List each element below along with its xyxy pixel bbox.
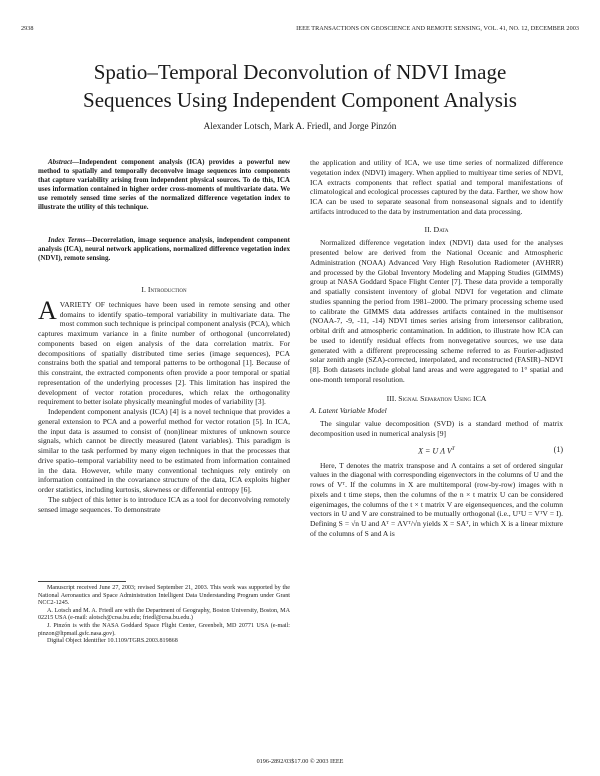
page-number: 2938 — [21, 25, 34, 32]
abstract — [38, 158, 290, 212]
footnote-affiliation-2: J. Pinzón is with the NASA Goddard Space Flight Center, Greenbelt, MD 20771 USA (e-mail: pinzon@ltpmail.gsfc.nasa.gov). — [38, 622, 290, 637]
svd-explanation-paragraph: Here, T denotes the matrix transpose and Λ contains a set of ordered singular values in the diagonal with corresponding eigenvectors in the columns of U and the rows of Vᵀ. If the columns in X are multitemporal (row-by-row) images with n pixels and t time steps, then the columns of the n × t matrix U can be considered eigenimages, the columns of the t × t matrix V are eigensequences, and the column vectors in U and V are constrained to be mutually orthogonal (i.e., UᵀU = VᵀV = I). Defining S = √n U and Aᵀ = ΛVᵀ/√n yields X = SAᵀ, in which X is a linear mixture of the columns of S and A is — [310, 460, 563, 538]
intro-continuation: the application and utility of ICA, we use time series of normalized difference vegetation index (NDVI) imagery. When applied to multiyear time series of NDVI, ICA extracts components that reflect spatial and temporal manifestations of climatological and ecological processes captured by the data. Farther, we show how ICA can be used to separate seasonal from nonseasonal signals and to identify artifacts introduced to the data by instrumentation and data processing. — [310, 158, 563, 216]
equation-expression: X = U Λ $V^T$ — [418, 445, 455, 456]
copyright-footer: 0196-2892/03$17.00 © 2003 IEEE — [256, 758, 344, 765]
drop-cap: A — [38, 295, 57, 325]
index-terms — [38, 236, 290, 263]
intro-paragraph-1 — [38, 295, 290, 407]
subsection-heading-latent-variable: A. Latent Variable Model — [310, 406, 387, 416]
abstract-label: Abstract — [48, 158, 73, 166]
running-header — [21, 25, 579, 37]
footnote-affiliation-1: A. Lotsch and M. A. Friedl are with the Department of Geography, Boston University, Boston, MA 02215 USA (e-mail: alotsch@crsa.bu.edu; friedl@crsa.bu.edu.) — [38, 607, 290, 622]
index-terms-text: —Decorrelation, image sequence analysis, independent component analysis (ICA), neural network applications, normalized difference vegetation index (NDVI), remote sensing. — [38, 236, 290, 262]
footnote-manuscript: Manuscript received June 27, 2003; revised September 21, 2003. This work was supported by the National Aeronautics and Space Administration Intelligent Data Understanding Program under Grant NCC2-1245. — [38, 585, 290, 607]
journal-header: IEEE TRANSACTIONS ON GEOSCIENCE AND REMOTE SENSING, VOL. 41, NO. 12, DECEMBER 2003 — [296, 25, 579, 32]
section-heading-signal-separation: III. Signal Separation Using ICA — [386, 393, 487, 403]
intro-paragraph-2: Independent component analysis (ICA) [4] is a novel technique that provides a general extension to PCA and a powerful method for vector rotation [5]. In ICA, the input data is assumed to consist of (non)linear mixtures of unknown source signals, which cannot be directly measured (latent variables). This paradigm is similar to the task performed by many eigen techniques in that the processes that drive spatio–temporal variability need to be estimated from information contained in the data. However, while many conventional techniques rely entirely on information contained in the covariance structure of the data, ICA exploits higher order statistics, including kurtosis, skewness or differential entropy [6]. — [38, 407, 290, 494]
footnote-rule — [38, 581, 126, 582]
author-list: Alexander Lotsch, Mark A. Friedl, and Jorge Pinzón — [203, 121, 397, 131]
abstract-text: —Independent component analysis (ICA) provides a powerful new method to spatially and temporally deconvolve image sequences into components that capture variability arising from independent physical sources. To do this, ICA uses information contained in higher order cross-moments of multivariate data. We use remotely sensed time series of the normalized difference vegetation index to illustrate the utility of this technique. — [38, 158, 290, 211]
footnote-doi: Digital Object Identifier 10.1109/TGRS.2003.819868 — [47, 638, 178, 645]
footnotes — [38, 585, 290, 646]
data-paragraph: Normalized difference vegetation index (NDVI) data used for the analyses presented below are derived from the National Oceanic and Atmospheric Administration (NOAA) Advanced Very High Resolution Radiometer (AVHRR) and processed by the Global Inventory Modeling and Mapping Studies (GIMMS) group at NASA Goddard Space Flight Center [7]. These data provide a temporally and spatially consistent inventory of global NDVI for vegetation and climate studies spanning the period from 1981–2000. The primary processing scheme used to calibrate the GIMMS data addresses artifacts contained in the multisensor (NOAA-7, -9, -11, -14) NDVI times series arising from intersensor calibration, orbital drift and atmospheric contamination. In addition, to illustrate how ICA can be used to identify residual effects from nonvegetative sources, we use data generated with a different preprocessing scheme referred to as Fourier-adjusted solar zenith angle (SZA)-corrected, interpolated, and reconstructed (FASIR)–NDVI [8]. Both datasets include global land areas and were aggregated to 1° spatial and one-month temporal resolution. — [310, 238, 563, 384]
intro-paragraph-3: The subject of this letter is to introduce ICA as a tool for deconvolving remotely sensed image sequences. To demonstrate — [38, 494, 290, 514]
right-column — [310, 158, 563, 539]
title-line-2: Sequences Using Independent Component Analysis — [83, 88, 517, 112]
equation-number: (1) — [553, 444, 563, 454]
introduction-section — [38, 285, 290, 514]
svd-paragraph: The singular value decomposition (SVD) is a standard method of matrix decomposition used in numerical analysis [9] — [310, 419, 563, 438]
section-heading-data: II. Data — [424, 224, 449, 234]
section-heading-introduction: I. Introduction — [141, 285, 187, 294]
equation-1 — [310, 439, 563, 461]
index-terms-label: Index Terms — [48, 236, 86, 244]
intro-paragraph-1-text: techniques have been used in remote sensing and other domains to identify spatio–temporal variability in multivariate data. The most common such technique is principal component analysis (PCA), which captures maximum variance in a finite number of orthogonal (uncorrelated) components based on eigen analysis of the data correlation matrix. For decompositions of spatially distributed time series (image sequences), PCA constrains both the spatial and temporal patterns to be orthogonal [1]. Because of this constraint, the extracted components often provide a poor temporal or spatial representation of the underlying processes [2]. This limitation has inspired the development of vector rotation procedures, which relax the orthogonality requirement to better isolate physically meaningful modes of variability [3]. — [38, 299, 290, 407]
paper-title — [40, 58, 560, 114]
intro-lead-words: VARIETY OF — [59, 299, 105, 309]
title-line-1: Spatio–Temporal Deconvolution of NDVI Image — [93, 60, 507, 84]
